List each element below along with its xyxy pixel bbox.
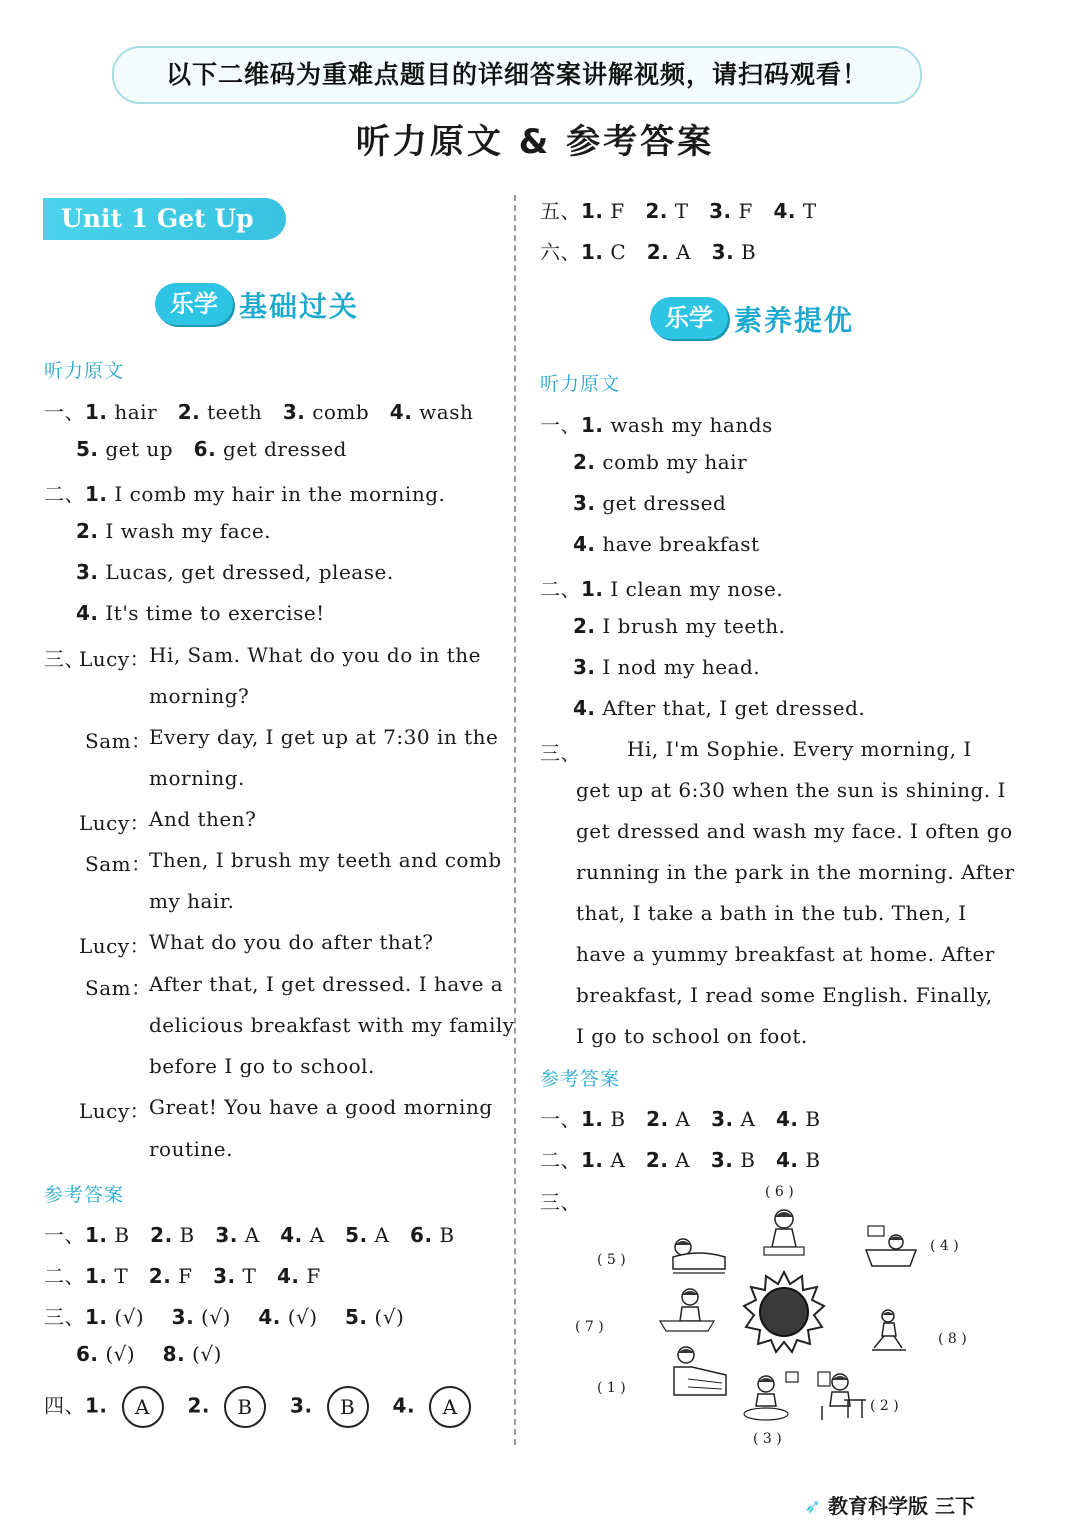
feather-icon: ➶ — [804, 1494, 822, 1518]
girl-waking-icon — [668, 1343, 732, 1403]
picture-label: ( 5 ) — [597, 1252, 626, 1268]
answer-row: 四、1. A 2. B 3. B 4. A — [44, 1386, 495, 1428]
girl-reading-icon — [656, 1285, 718, 1335]
passage-line: have a yummy breakfast at home. After — [576, 942, 995, 966]
circled-answer: A — [429, 1386, 471, 1428]
answer-row: 二、1. T 2. F 3. T 4. F — [44, 1264, 321, 1288]
girl-breakfast-icon — [814, 1368, 870, 1422]
dialogue-line: And then? — [149, 807, 257, 831]
heading-listening: 听力原文 — [44, 360, 125, 382]
sun-icon — [742, 1270, 826, 1354]
dialogue-line: Every day, I get up at 7:30 in the — [149, 725, 499, 749]
dialogue-speaker: Lucy： — [79, 647, 151, 671]
footer-edition: ➶ 教育科学版 三下 — [804, 1494, 975, 1518]
dialogue-speaker: Lucy： — [79, 934, 151, 958]
list-item: 二、1. I comb my hair in the morning. — [44, 482, 446, 506]
passage-line: get up at 6:30 when the sun is shining. I — [576, 778, 1006, 802]
unit-title: Unit 1 Get Up — [43, 198, 286, 240]
question-prefix: 三、 — [540, 741, 581, 765]
girl-washing-icon — [740, 1370, 804, 1424]
passage-line: I go to school on foot. — [576, 1024, 808, 1048]
circled-answer: B — [224, 1386, 266, 1428]
list-item: 一、1. hair 2. teeth 3. comb 4. wash — [44, 400, 474, 424]
picture-label: ( 7 ) — [575, 1319, 604, 1335]
answer-row: 一、1. B 2. A 3. A 4. B — [540, 1107, 821, 1131]
passage-line: Hi, I'm Sophie. Every morning, I — [627, 737, 972, 761]
list-item: 2. I wash my face. — [76, 519, 272, 543]
girl-in-bed-icon — [665, 1235, 729, 1277]
passage-line: that, I take a bath in the tub. Then, I — [576, 901, 967, 925]
dialogue-speaker: Lucy： — [79, 811, 151, 835]
picture-label: ( 1 ) — [597, 1380, 626, 1396]
list-item: 5. get up 6. get dressed — [76, 437, 347, 461]
passage-line: get dressed and wash my face. I often go — [576, 819, 1013, 843]
section-title: 素养提优 — [734, 304, 855, 337]
dialogue-line: delicious breakfast with my family — [149, 1013, 515, 1037]
circled-answer: B — [327, 1386, 369, 1428]
picture-label: ( 8 ) — [938, 1331, 967, 1347]
heading-answers: 参考答案 — [44, 1184, 125, 1206]
girl-combing-icon — [756, 1207, 812, 1259]
heading-answers: 参考答案 — [540, 1068, 621, 1090]
list-item: 3. I nod my head. — [573, 655, 761, 679]
dialogue-line: morning? — [149, 684, 250, 708]
answer-row: 二、1. A 2. A 3. B 4. B — [540, 1148, 821, 1172]
list-item: 4. have breakfast — [573, 532, 760, 556]
passage-line: running in the park in the morning. After — [576, 860, 1015, 884]
dialogue-line: morning. — [149, 766, 245, 790]
list-item: 二、1. I clean my nose. — [540, 577, 784, 601]
dialogue-line: my hair. — [149, 889, 235, 913]
heading-listening: 听力原文 — [540, 373, 621, 395]
picture-label: ( 3 ) — [753, 1431, 782, 1447]
dialogue-speaker: Sam： — [85, 729, 152, 753]
dialogue-line: before I go to school. — [149, 1054, 375, 1078]
picture-label: ( 6 ) — [765, 1184, 794, 1200]
picture-label: ( 4 ) — [930, 1238, 959, 1254]
dialogue-line: routine. — [149, 1137, 233, 1161]
passage-line: breakfast, I read some English. Finally, — [576, 983, 993, 1007]
list-item: 2. comb my hair — [573, 450, 748, 474]
qr-banner: 以下二维码为重难点题目的详细答案讲解视频，请扫码观看！ — [112, 46, 922, 104]
question-prefix: 三、 — [540, 1190, 581, 1214]
section-badge-icon: 乐学 — [155, 283, 233, 325]
list-item: 4. After that, I get dressed. — [573, 696, 866, 720]
answer-row: 三、1. (√) 3. (√) 4. (√) 5. (√) — [44, 1305, 405, 1329]
answer-row: 六、1. C 2. A 3. B — [540, 240, 757, 264]
dialogue-speaker: Lucy： — [79, 1099, 151, 1123]
list-item: 3. Lucas, get dressed, please. — [76, 560, 394, 584]
section-title: 基础过关 — [239, 290, 360, 323]
girl-in-bath-icon — [862, 1222, 920, 1272]
list-item: 4. It's time to exercise! — [76, 601, 325, 625]
list-item: 3. get dressed — [573, 491, 727, 515]
dialogue-line: Hi, Sam. What do you do in the — [149, 643, 481, 667]
column-divider — [514, 195, 516, 1445]
section-badge-icon: 乐学 — [650, 297, 728, 339]
dialogue-line: What do you do after that? — [149, 930, 434, 954]
list-item: 2. I brush my teeth. — [573, 614, 786, 638]
answer-row: 6. (√) 8. (√) — [76, 1342, 222, 1366]
girl-running-icon — [868, 1308, 910, 1354]
dialogue-line: Great! You have a good morning — [149, 1095, 493, 1119]
dialogue-line: After that, I get dressed. I have a — [149, 972, 504, 996]
question-prefix: 三、 — [44, 647, 85, 671]
dialogue-speaker: Sam： — [85, 852, 152, 876]
answer-row: 一、1. B 2. B 3. A 4. A 5. A 6. B — [44, 1223, 455, 1247]
dialogue-line: Then, I brush my teeth and comb — [149, 848, 502, 872]
answer-row: 五、1. F 2. T 3. F 4. T — [540, 199, 817, 223]
circled-answer: A — [122, 1386, 164, 1428]
picture-label: ( 2 ) — [870, 1398, 899, 1414]
page-title: 听力原文 & 参考答案 — [355, 122, 715, 162]
list-item: 一、1. wash my hands — [540, 413, 773, 437]
dialogue-speaker: Sam： — [85, 976, 152, 1000]
